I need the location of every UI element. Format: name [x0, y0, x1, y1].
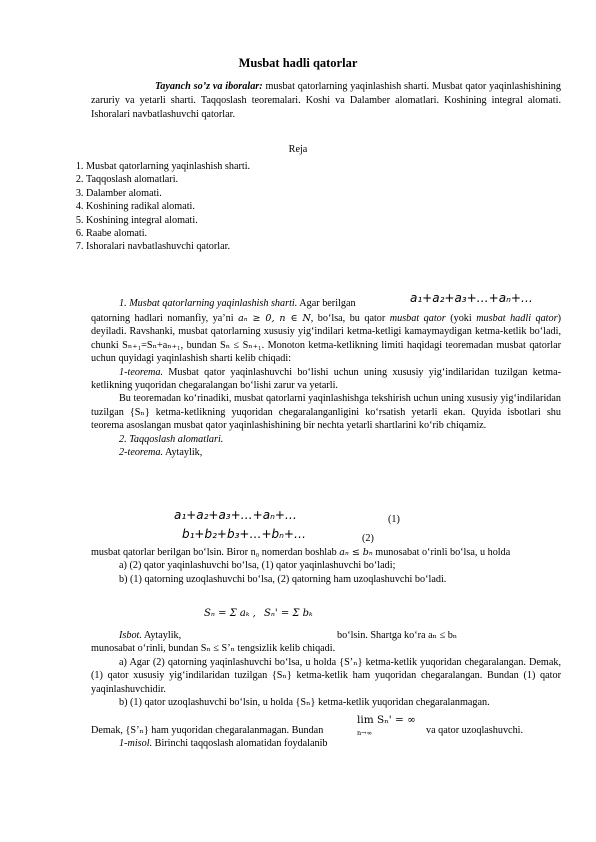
- proof-text-b: munosabat o‘rinli, bundan Sₙ ≤ S’ₙ tengsizlik kelib chiqadi.: [91, 643, 336, 655]
- plan-heading: Reja: [288, 144, 308, 155]
- limit-formula: lim Sₙ' = ∞ n→∞: [357, 714, 416, 737]
- section2-paragraph: [91, 546, 561, 586]
- plan-item: 2. Taqqoslash alomatlari.: [86, 173, 250, 186]
- conclusion-text-a: Demak, {S’ₙ} ham yuqoridan chegaralanmagan. Bundan: [91, 725, 324, 736]
- proof-paragraph-a: a) Agar (2) qatorning yaqinlashuvchi bo‘lsa, u holda {S’ₙ} ketma-ketlik yuqoridan chegaralangan. Demak, (1) qator xususiy yig‘indilaridan tuzilgan {Sₙ} ketma-ketlik ham yuqoridan chegaralangan. Bundan (1) qator yaqinlashuvchidir.: [91, 656, 561, 695]
- section1-text-b: , bo‘lsa, bu qator: [310, 313, 386, 324]
- series-b-formula: b₁+b₂+b₃+…+bₙ+…: [182, 527, 306, 541]
- plan-item: 5. Koshining integral alomati.: [86, 214, 250, 227]
- keywords-label: Tayanch so’z va iboralar:: [155, 81, 263, 92]
- section1-text-a: qatorning hadlari nomanfiy, ya’ni: [91, 313, 234, 324]
- section1-text-c: (yoki: [450, 313, 472, 324]
- section2-heading: 2. Taqqoslash alomatlari.: [119, 433, 224, 445]
- plan-item: 4. Koshining radikal alomati.: [86, 200, 250, 213]
- theorem2: [91, 446, 561, 459]
- example1: [91, 737, 561, 750]
- condition-formula: aₙ ≥ 0, n ∈ N: [238, 313, 311, 324]
- inequality-formula: aₙ ≤ bₙ: [339, 547, 373, 558]
- keywords-text: musbat qatorlarning yaqinlashish sharti. Musbat qator yaqinlashishining zaruriy va yetarli sharti. Taqqoslash teoremalari. Koshi va Dalamber alomatlari. Koshining integral alomati. Ishoralari navbatlashuvchi qatorlar.: [91, 81, 561, 121]
- section1-heading: 1. Musbat qatorlarning yaqinlashish sharti.: [119, 298, 298, 309]
- example1-text: Birinchi taqqoslash alomatidan foydalanib: [154, 738, 328, 750]
- plan-item: 1. Musbat qatorlarning yaqinlashish sharti.: [86, 160, 250, 173]
- series-formula: a₁+a₂+a₃+…+aₙ+…: [410, 291, 533, 305]
- item-a: a) (2) qator yaqinlashuvchi bo‘lsa, (1) qator yaqinlashuvchi bo‘ladi;: [119, 560, 396, 572]
- theorem2-label: 2-teorema.: [119, 447, 164, 459]
- section2-text-b: munosabat o‘rinli bo‘lsa, u holda: [375, 547, 511, 558]
- proof-label: Isbot.: [119, 630, 142, 641]
- term-musbat-hadli: musbat hadli qator: [476, 313, 558, 324]
- equation-number-2: (2): [362, 533, 374, 544]
- plan-list: [60, 160, 250, 254]
- section1-paragraph: [91, 312, 561, 459]
- conclusion-text-b: va qator uzoqlashuvchi.: [426, 725, 524, 736]
- series-a-formula: a₁+a₂+a₃+…+aₙ+…: [174, 508, 297, 522]
- equation-number-1: (1): [388, 514, 400, 525]
- section1-intro-text: Agar berilgan: [299, 298, 356, 309]
- section2-text-a: musbat qatorlar berilgan bo‘lsin. Biror n₀ nomerdan boshlab: [91, 547, 337, 558]
- proof-intro: Aytaylik,: [143, 630, 182, 641]
- theorem1-label: 1-teorema.: [119, 366, 164, 378]
- plan-item: 6. Raabe alomati.: [86, 227, 250, 240]
- proof-paragraph: [91, 629, 561, 709]
- section1-paragraph-2: Bu teoremadan ko‘rinadiki, musbat qatorlarni yaqinlashishga tekshirish uchun uning xususiy yig‘indilaridan tuzilgan {Sₙ} ketma-ketlikning yuqoridan chegaralanganligini ko‘rsatish yetarli ekan. Quyida isbotlari shu teorema asoslangan musbat qator yaqinlashishining bir nechta yetarli shartlarini ko‘rib chiqamiz.: [91, 393, 561, 432]
- proof-text-a: bo‘lsin. Shartga ko‘ra aₙ ≤ bₙ: [337, 630, 458, 641]
- sum-formula-b: Sₙ' = Σ bₖ: [264, 608, 313, 619]
- sum-formula-a: Sₙ = Σ aₖ ,: [204, 608, 256, 619]
- example1-label: 1-misol.: [119, 738, 153, 750]
- keywords-paragraph: [91, 80, 561, 123]
- section1-text-d: ) deyiladi. Ravshanki, musbat qatorlarning xususiy yig‘indilari ketma-ketligi kamaymaydigan ketma-ketlik bo‘ladi, chunki Sₙ₊₁=Sₙ+aₙ₊₁, bundan Sₙ ≤ Sₙ₊₁. Monoton ketma-ketlikning limiti haqidagi teoremadan musbat qatorlar uchun quyidagi yaqinlashish sharti kelib chiqadi:: [91, 313, 561, 365]
- page-title: Musbat hadli qatorlar: [238, 56, 358, 70]
- theorem2-intro: Aytaylik,: [165, 447, 203, 459]
- proof-paragraph-b: b) (1) qator uzoqlashuvchi bo‘lsin, u holda {Sₙ} ketma-ketlik yuqoridan chegaralanmagan.: [119, 697, 490, 709]
- plan-item: 3. Dalamber alomati.: [86, 187, 250, 200]
- item-b: b) (1) qatorning uzoqlashuvchi bo‘lsa, (2) qatorning ham uzoqlashuvchi bo‘ladi.: [119, 573, 447, 585]
- theorem1-text: Musbat qator yaqinlashuvchi bo‘lishi uchun uning xususiy yig‘indilaridan tuzilgan ketma-ketlikning yuqoridan chegaralangan bo‘lishi zarur va yetarli.: [91, 366, 561, 392]
- conclusion-paragraph: [91, 724, 561, 751]
- term-musbat-qator: musbat qator: [389, 313, 446, 324]
- theorem1: [91, 366, 561, 393]
- plan-item: 7. Ishoralari navbatlashuvchi qatorlar.: [86, 240, 250, 253]
